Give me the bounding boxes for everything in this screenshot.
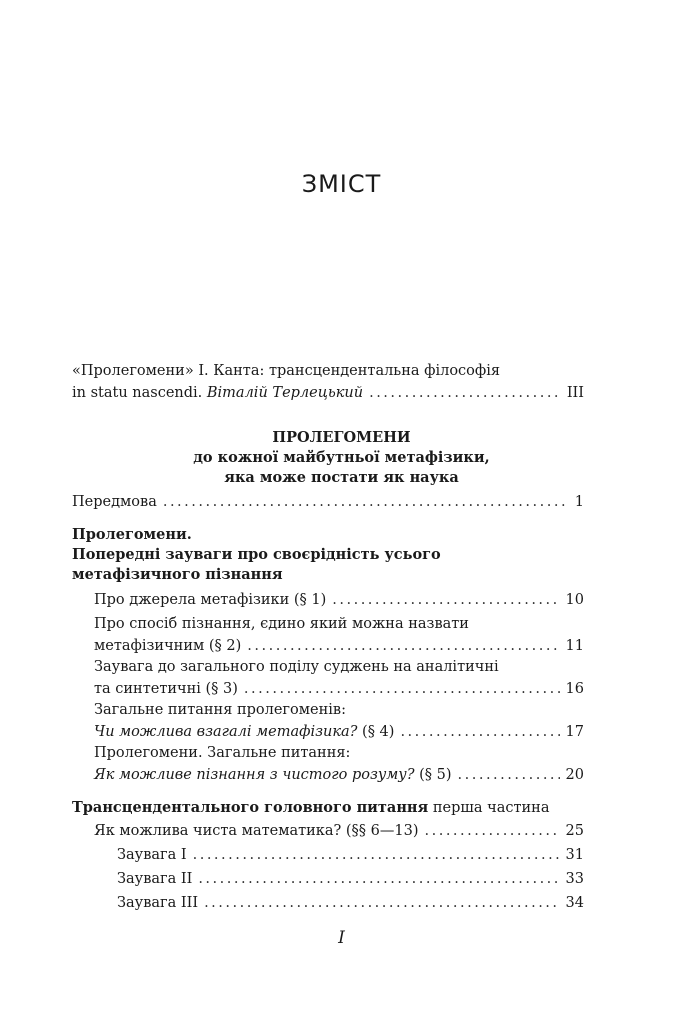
toc-entry-line: «Пролегомени» І. Канта: трансцендентальна філософія	[72, 363, 501, 379]
toc-entry-row	[117, 868, 584, 890]
work-title-block	[0, 428, 683, 488]
leader-dots	[369, 382, 561, 404]
leader-dots	[458, 764, 560, 786]
leader-dots	[193, 844, 560, 866]
page-number: 20	[565, 767, 584, 783]
toc-entry-method[interactable]	[94, 613, 584, 657]
toc-entry-line: Про спосіб пізнання, єдино який можна назвати	[94, 616, 469, 632]
toc-entry-text	[72, 382, 363, 404]
leader-dots	[204, 892, 559, 914]
page-number: 25	[565, 823, 584, 839]
toc-entry-text	[94, 721, 394, 743]
toc-entry-text: та синтетичні (§ 3)	[94, 681, 238, 697]
page-number: 10	[565, 592, 584, 608]
toc-entry-suffix: (§ 5)	[414, 767, 452, 783]
work-title-sub: до кожної майбутньої метафізики,	[193, 449, 490, 466]
toc-entry-text: Заувага III	[117, 895, 199, 911]
leader-dots	[163, 491, 569, 513]
leader-dots	[244, 678, 560, 700]
toc-entry-row	[94, 820, 584, 842]
toc-entry-line: Загальне питання пролегоменів:	[94, 702, 346, 718]
toc-entry-row	[94, 764, 584, 786]
work-title-main: ПРОЛЕГОМЕНИ	[272, 429, 411, 446]
toc-entry-text: метафізичним (§ 2)	[94, 638, 242, 654]
toc-entry-note-1[interactable]	[117, 844, 584, 866]
toc-entry-intro[interactable]	[72, 360, 584, 404]
toc-entry-text: Про джерела метафізики (§ 1)	[94, 592, 327, 608]
toc-entry-text	[94, 764, 452, 786]
leader-dots	[198, 868, 559, 890]
toc-entry-note-2[interactable]	[117, 868, 584, 890]
leader-dots	[400, 721, 559, 743]
toc-entry-row	[117, 844, 584, 866]
toc-entry-text: Як можлива чиста математика? (§§ 6—13)	[94, 823, 419, 839]
leader-dots	[247, 635, 559, 657]
toc-entry-line: Заувага до загального поділу суджень на аналітичні	[94, 659, 499, 675]
page-number: III	[566, 385, 584, 401]
toc-entry-sources[interactable]	[94, 589, 584, 611]
leader-dots	[332, 589, 559, 611]
leader-dots	[425, 820, 560, 842]
toc-entry-row	[72, 382, 584, 404]
page-number: 16	[565, 681, 584, 697]
page-number: 31	[565, 847, 584, 863]
page-number: 1	[574, 494, 584, 510]
toc-entry-mathematics[interactable]	[94, 820, 584, 842]
toc-entry-suffix: (§ 4)	[357, 724, 395, 740]
toc-entry-row	[117, 892, 584, 914]
page-number: 34	[565, 895, 584, 911]
toc-entry-row	[94, 721, 584, 743]
toc-entry-line: Пролегомени. Загальне питання:	[94, 745, 351, 761]
toc-entry-text: Заувага I	[117, 847, 187, 863]
section-heading-bold: Трансцендентального головного питання	[72, 799, 429, 816]
toc-entry-note-3[interactable]	[117, 892, 584, 914]
page-number: 33	[565, 871, 584, 887]
section-heading-rest: перша частина	[428, 800, 550, 816]
section-heading-1	[72, 525, 584, 585]
page-number: 11	[565, 638, 584, 654]
toc-entry-italic: Як можливе пізнання з чистого розуму?	[94, 767, 415, 783]
section-heading-line: Попередні зауваги про своєрідність усього	[72, 546, 441, 563]
toc-entry-general-question[interactable]	[94, 699, 584, 743]
section-heading-2	[72, 797, 584, 819]
toc-entry-row	[94, 678, 584, 700]
section-heading-line: Пролегомени.	[72, 526, 192, 543]
toc-entry-preface[interactable]	[72, 491, 584, 513]
toc-entry-row	[94, 589, 584, 611]
toc-entry-author: Віталій Терлецький	[206, 385, 364, 401]
page-number: 17	[565, 724, 584, 740]
page-title: ЗМІСТ	[301, 170, 382, 198]
toc-entry-label: in statu nascendi.	[72, 385, 207, 401]
toc-entry-text: Заувага II	[117, 871, 193, 887]
toc-entry-row	[94, 635, 584, 657]
toc-entry-italic: Чи можлива взагалі метафізика?	[94, 724, 358, 740]
toc-entry-row	[72, 491, 584, 513]
toc-entry-judgments[interactable]	[94, 656, 584, 700]
toc-entry-text: Передмова	[72, 494, 157, 510]
toc-entry-pure-reason[interactable]	[94, 742, 584, 786]
section-heading-line: метафізичного пізнання	[72, 566, 283, 583]
folio-page-number: I	[338, 928, 345, 948]
work-title-sub: яка може постати як наука	[224, 469, 459, 486]
